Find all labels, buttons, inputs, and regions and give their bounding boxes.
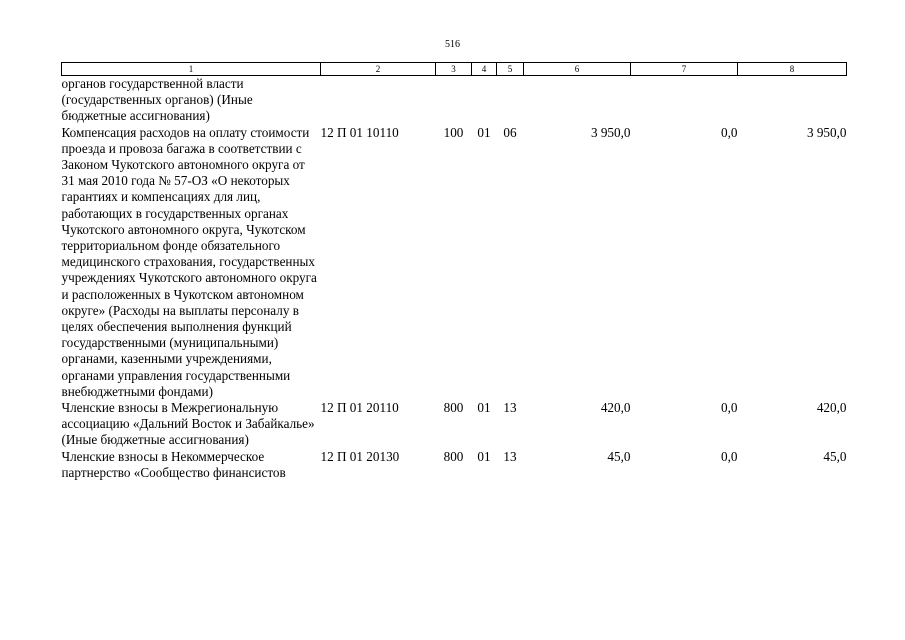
row-value-6: 45,0 — [607, 448, 631, 464]
row-value-8: 420,0 — [816, 400, 847, 416]
table-header-row — [62, 63, 847, 76]
row-value-8: 45,0 — [823, 448, 847, 464]
column-header-6: 6 — [524, 63, 631, 76]
row-section: 01 — [477, 400, 491, 416]
row-expense-type — [436, 76, 472, 125]
table-row — [62, 76, 847, 125]
row-value-8: 3 950,0 — [806, 124, 847, 140]
row-subsection — [497, 76, 524, 125]
column-header-8: 8 — [738, 63, 847, 76]
row-expense-type: 100 — [443, 124, 464, 140]
table-row — [62, 125, 847, 400]
row-target-code: 12 П 01 10110 — [320, 124, 399, 140]
row-subsection: 13 — [503, 448, 517, 464]
row-name: Членские взносы в Межрегиональную ассоциацию «Дальний Восток и Забайкалье» (Иные бюджетные ассигнования) — [61, 400, 315, 448]
row-value-7 — [631, 76, 738, 125]
row-value-6: 420,0 — [600, 400, 631, 416]
row-section: 01 — [477, 448, 491, 464]
row-value-8 — [738, 76, 847, 125]
row-subsection: 13 — [503, 400, 517, 416]
row-subsection: 06 — [503, 124, 517, 140]
row-value-6 — [524, 76, 631, 125]
column-header-7: 7 — [631, 63, 738, 76]
column-header-1: 1 — [62, 63, 321, 76]
budget-table — [61, 62, 847, 481]
row-name: Членские взносы в Некоммерческое партнерство «Сообщество финансистов — [61, 448, 286, 480]
column-header-5: 5 — [497, 63, 524, 76]
table-row — [62, 400, 847, 449]
column-header-4: 4 — [472, 63, 497, 76]
row-name: Компенсация расходов на оплату стоимости проезда и провоза багажа в соответствии с Законом Чукотского автономного округа от 31 мая 2010 года № 57-ОЗ «О некоторых гарантиях и компенсациях для лиц, работающих в государственных органах Чукотского автономного округа, Чукотском территориальном фонде обязательного медицинского страхования, государственных учреждениях Чукотского автономного округа и расположенных в Чукотском автономном округе» (Расходы на выплаты персоналу в целях обеспечения выполнения функций государственными (муниципальными) органами, казенными учреждениями, органами управления государственными внебюджетными фондами) — [61, 124, 317, 399]
row-name: органов государственной власти (государственных органов) (Иные бюджетные ассигнования) — [61, 76, 253, 124]
row-section: 01 — [477, 124, 491, 140]
row-section — [472, 76, 497, 125]
row-value-7: 0,0 — [721, 400, 738, 416]
row-target-code: 12 П 01 20130 — [320, 448, 400, 464]
column-header-3: 3 — [436, 63, 472, 76]
row-target-code: 12 П 01 20110 — [320, 400, 399, 416]
row-value-7: 0,0 — [721, 448, 738, 464]
row-expense-type: 800 — [443, 448, 464, 464]
column-header-2: 2 — [321, 63, 436, 76]
row-expense-type: 800 — [443, 400, 464, 416]
page-number: 516 — [445, 39, 460, 50]
table-row — [62, 449, 847, 481]
row-target-code — [321, 76, 436, 125]
row-value-6: 3 950,0 — [590, 124, 631, 140]
row-value-7: 0,0 — [721, 124, 738, 140]
